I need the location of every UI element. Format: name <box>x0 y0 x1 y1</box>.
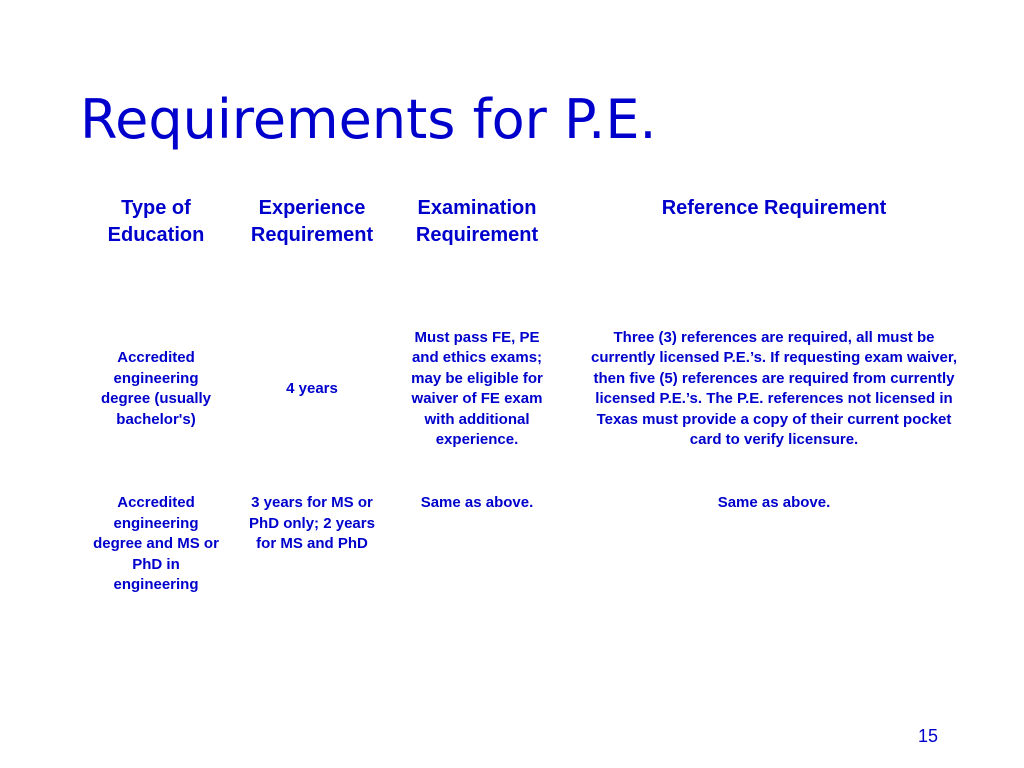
header-experience: Experience Requirement <box>250 197 374 246</box>
cell-reference: Three (3) references are required, all must be currently licensed P.E.’s. If requesting exam waiver, then five (5) references are required from currently licensed P.E.’s. The P.E. references not licensed in Texas must provide a copy of their current pocket card to verify licensure. <box>591 328 957 448</box>
requirements-table <box>80 195 986 596</box>
cell-examination: Same as above. <box>420 494 534 511</box>
table-header-row <box>80 195 986 285</box>
table-row <box>80 285 986 493</box>
cell-reference: Same as above. <box>717 494 831 511</box>
header-examination: Examination Requirement <box>415 197 539 246</box>
cell-experience: 4 years <box>286 379 338 397</box>
header-reference: Reference Requirement <box>661 197 887 219</box>
header-education: Type of Education <box>107 197 205 246</box>
cell-examination: Must pass FE, PE and ethics exams; may be eligible for waiver of FE exam with additional experience. <box>411 328 543 448</box>
slide-title: Requirements for P.E. <box>80 88 657 151</box>
table-row <box>80 493 986 596</box>
cell-education: Accredited engineering degree and MS or PhD in engineering <box>93 494 219 593</box>
cell-education: Accredited engineering degree (usually bachelor's) <box>100 349 212 428</box>
slide-number: 15 <box>917 726 938 746</box>
cell-experience: 3 years for MS or PhD only; 2 years for MS and PhD <box>249 494 375 552</box>
